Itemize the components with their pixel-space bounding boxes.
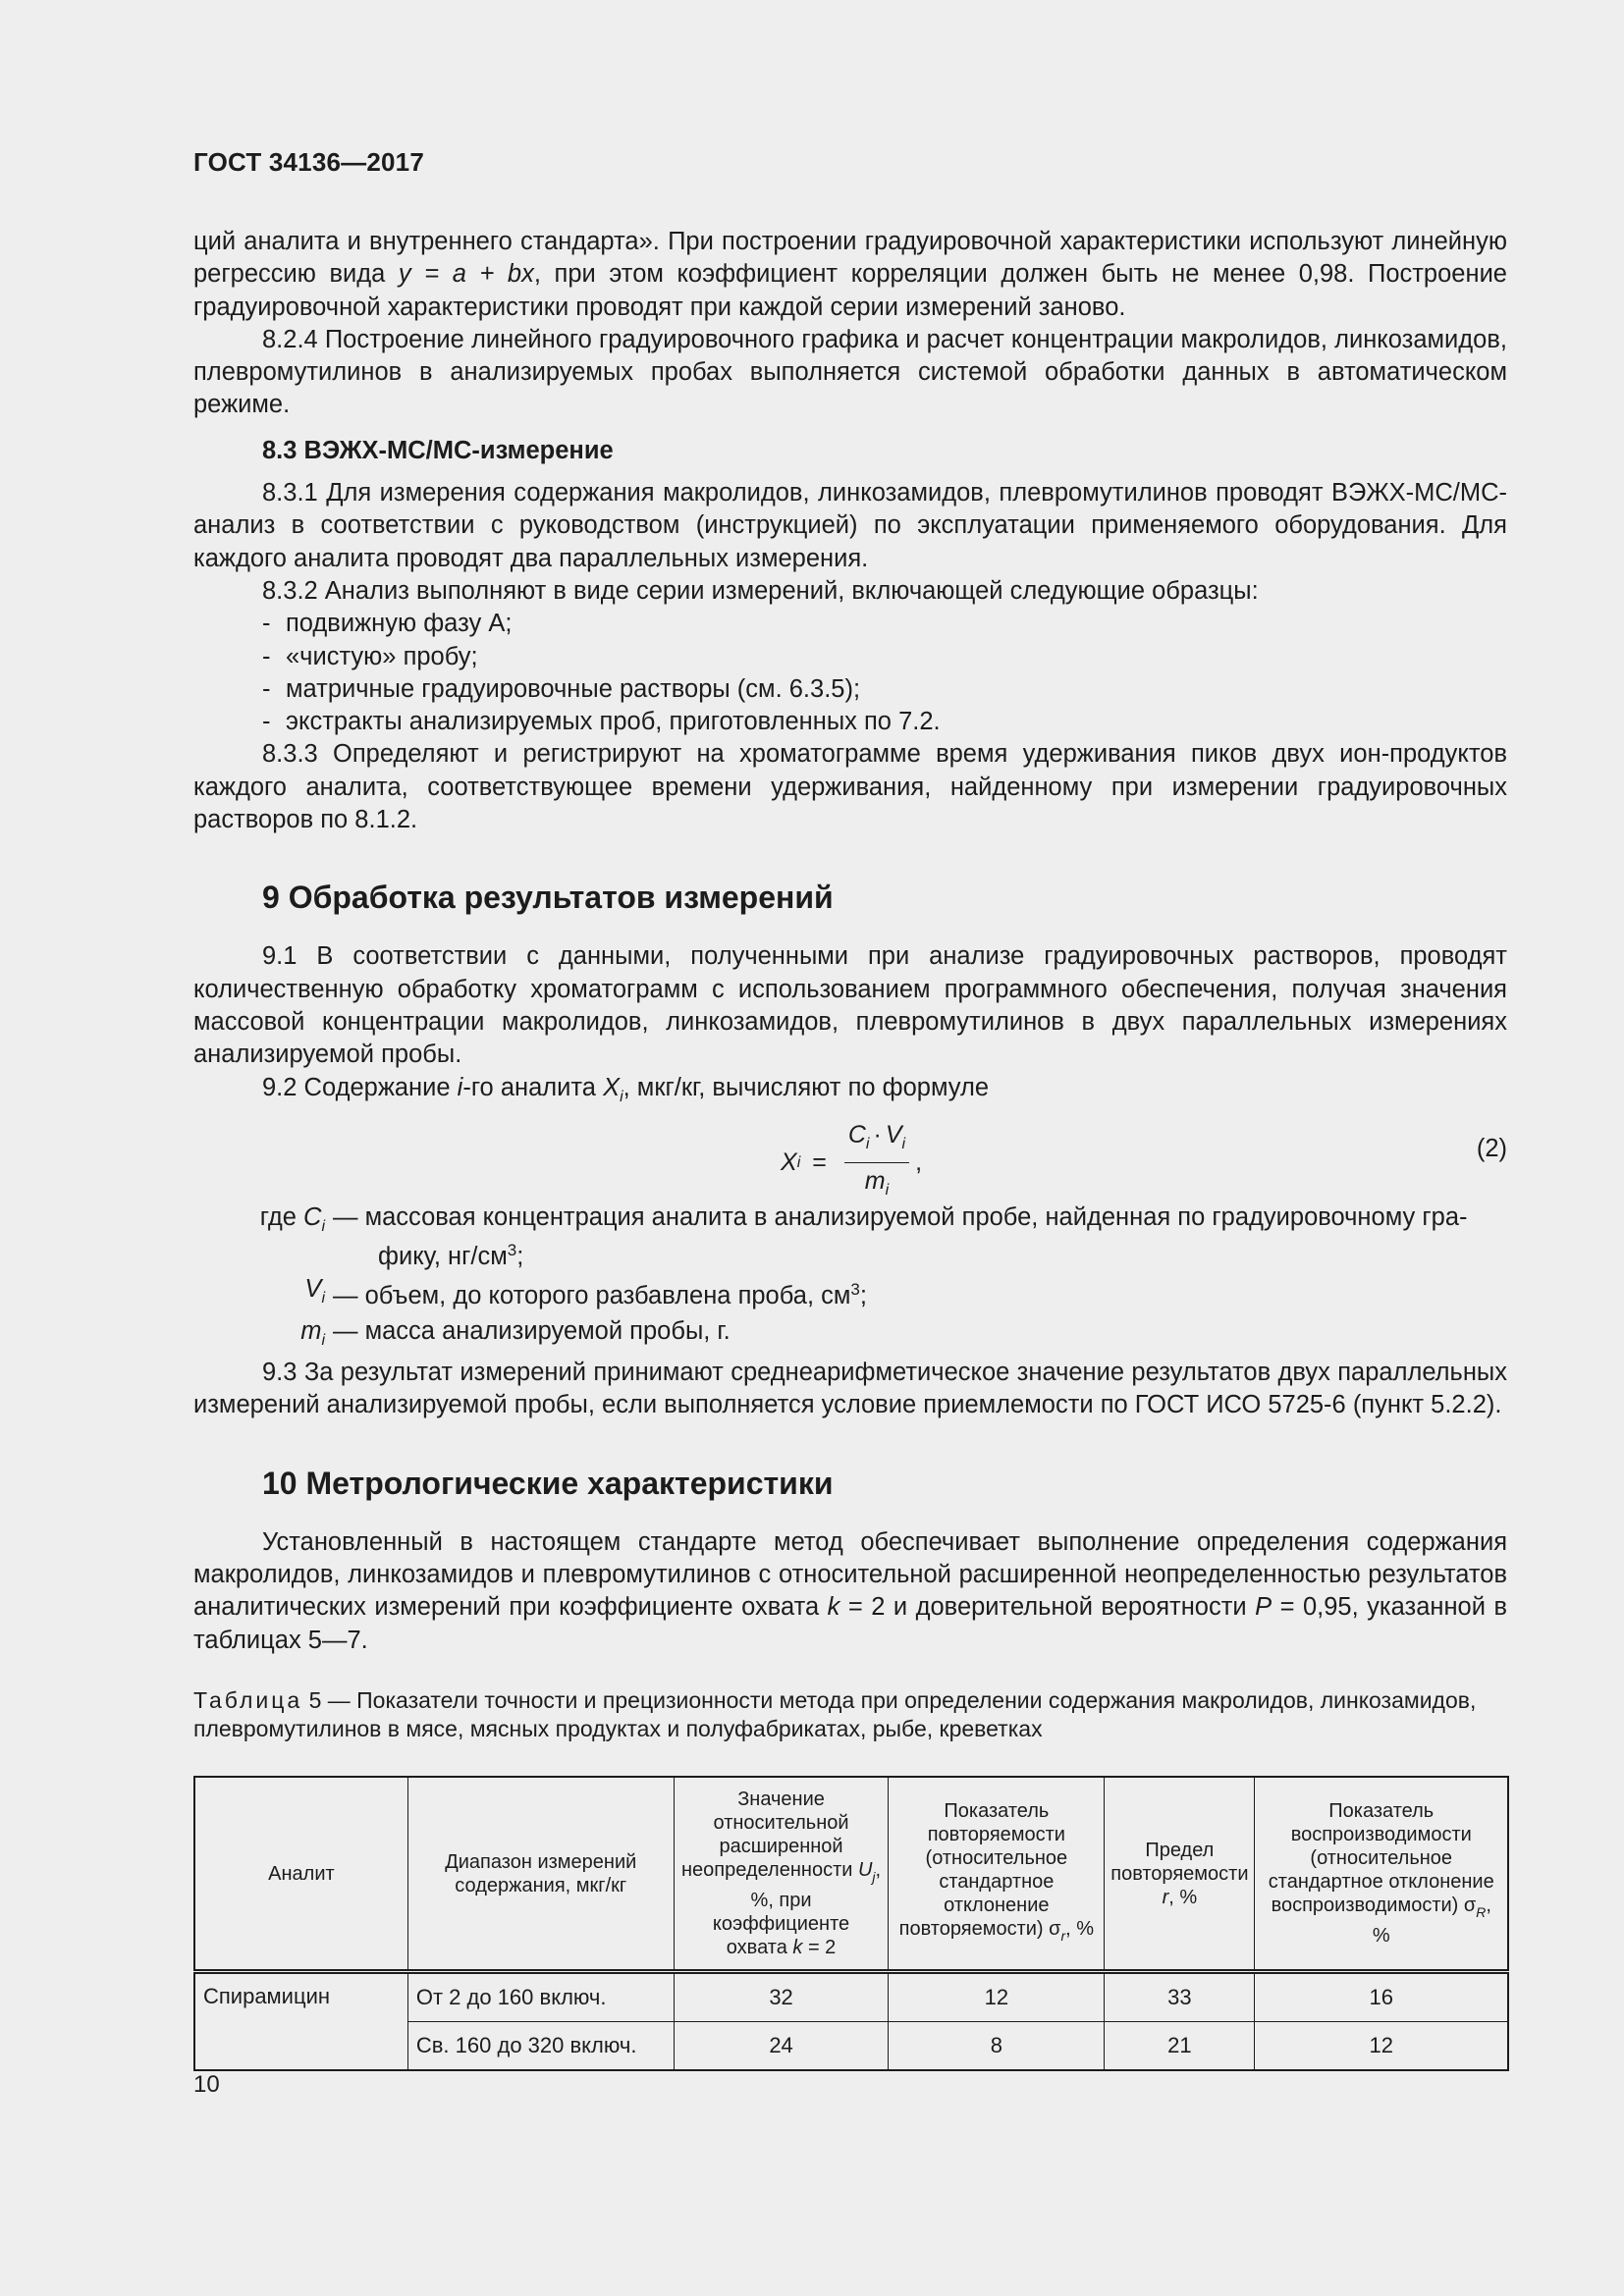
- paragraph-9-1: 9.1 В соответствии с данными, полученными при анализе градуировочных растворов, проводят количественную обработку хроматограмм с использованием программного обеспечения, получая значения массовой концентрации макролидов, линкозамидов, плевромутилинов в двух параллельных измерениях анализируемой пробы.: [193, 942, 1507, 1069]
- cell-reproducibility: 12: [1255, 2022, 1508, 2071]
- where-description: [333, 1201, 1507, 1274]
- subscript: j: [872, 1869, 876, 1885]
- text-run: объем, до которого разбавлена проба, см: [364, 1282, 851, 1310]
- list-item: [193, 641, 1507, 673]
- text-run: Предел повторяемости: [1110, 1839, 1249, 1885]
- formula-expression: [781, 1119, 922, 1207]
- cell-uncertainty: 32: [674, 1972, 889, 2022]
- list-item-text: «чистую» пробу;: [286, 642, 478, 670]
- text-run: , %, при коэффициенте охвата: [712, 1859, 882, 1958]
- text-run: массовая концентрация аналита в анализируемой пробе, найденная по градуировочному гра-: [364, 1202, 1468, 1231]
- formula-2: [193, 1115, 1507, 1200]
- fraction-numerator: [844, 1119, 909, 1163]
- list-dash: -: [262, 674, 271, 703]
- paragraph-9-3: 9.3 За результат измерений принимают среднеарифметическое значение результатов двух параллельных измерений анализируемой пробы, если выполняется условие приемлемости по ГОСТ ИСО 5725-6 (пункт 5.2.2).: [193, 1359, 1507, 1419]
- where-line-v: [193, 1273, 1507, 1314]
- where-description: [333, 1273, 1507, 1314]
- list-item-text: матричные градуировочные растворы (см. 6.3.5);: [286, 674, 861, 703]
- subscript: i: [321, 1331, 325, 1349]
- cell-repeatability-limit: 33: [1105, 1972, 1255, 2022]
- subscript: r: [1060, 1928, 1066, 1944]
- cell-analyte: Спирамицин: [194, 1972, 407, 2071]
- table-row: [194, 1972, 1508, 2022]
- text-run: U: [857, 1859, 873, 1881]
- where-symbol: [193, 1315, 333, 1357]
- sigma-symbol: σ: [1049, 1918, 1061, 1940]
- regression-equation: y = a + bx: [398, 260, 534, 289]
- numerator-c: C: [847, 1120, 866, 1148]
- text-run: Значение относительной расширенной неопределенности: [681, 1789, 858, 1881]
- list-dash: -: [262, 610, 271, 638]
- symbol: m: [300, 1316, 322, 1345]
- list-item-text: экстракты анализируемых проб, приготовленных по 7.2.: [286, 708, 941, 736]
- text-run: ций аналита и внутреннего стандарта». При построении градуировочной характеристики используют линейную регрессию вида: [193, 228, 1507, 289]
- where-description: [333, 1315, 1507, 1357]
- wrap-line: [333, 1243, 523, 1270]
- subscript: R: [1476, 1904, 1487, 1920]
- fraction-denominator: [865, 1163, 889, 1206]
- where-line-m: [193, 1315, 1507, 1357]
- cell-reproducibility: 16: [1255, 1972, 1508, 2022]
- subscript: i: [321, 1290, 325, 1308]
- text-run: X: [603, 1073, 621, 1101]
- subscript: i: [796, 1153, 801, 1171]
- subscript: i: [865, 1135, 870, 1152]
- section-heading-9: 9 Обработка результатов измерений: [262, 880, 834, 916]
- equals-sign: =: [812, 1148, 827, 1176]
- caption-number: 5: [302, 1686, 322, 1713]
- text-run: Показатель воспроизводимости (относительное стандартное отклонение воспроизводимости): [1268, 1800, 1494, 1916]
- sigma-symbol: σ: [1463, 1895, 1477, 1916]
- where-line-c: [193, 1201, 1507, 1274]
- header-repeatability-limit: [1105, 1777, 1255, 1972]
- caption-label: Таблица: [193, 1686, 303, 1713]
- numerator-v: V: [885, 1120, 902, 1148]
- symbol: C: [303, 1202, 322, 1231]
- text-run: , %: [1065, 1918, 1095, 1940]
- subscript: i: [321, 1217, 325, 1235]
- cell-repeatability: 12: [889, 1972, 1105, 2022]
- text-run: Показатель повторяемости (относительное стандартное отклонение повторяемости): [898, 1800, 1068, 1940]
- where-prefix: где: [259, 1202, 304, 1231]
- subscript: i: [885, 1182, 890, 1200]
- superscript: 3: [507, 1241, 517, 1260]
- header-analyte: Аналит: [194, 1777, 407, 1972]
- dash: —: [333, 1202, 365, 1231]
- fraction: [844, 1119, 909, 1207]
- cell-range: От 2 до 160 включ.: [407, 1972, 674, 2022]
- list-item: [193, 608, 1507, 640]
- text-run: k: [827, 1593, 840, 1622]
- caption-text: — Показатели точности и прецизионности метода при определении содержания макролидов, линкозамидов, плевромутилинов в мясе, мясных продуктах и полуфабрикатах, рыбе, креветках: [193, 1686, 1477, 1741]
- text-run: = 0,95, указанной в таблицах 5—7.: [193, 1593, 1508, 1654]
- dash: —: [333, 1316, 365, 1345]
- text-run: Установленный в настоящем стандарте метод обеспечивает выполнение определения содержания макролидов, линкозамидов и плевромутилинов с относительной расширенной неопределенностью результатов аналитических измерений при коэффициенте охвата: [193, 1527, 1507, 1622]
- text-run: 9.2 Содержание: [262, 1073, 458, 1101]
- text-run: P: [1255, 1593, 1272, 1622]
- equation-number: (2): [1476, 1134, 1507, 1162]
- text-run: фику, нг/см: [378, 1243, 508, 1271]
- subscript: i: [620, 1088, 623, 1105]
- paragraph-10: [193, 1526, 1507, 1657]
- paragraph-8-3-3: 8.3.3 Определяют и регистрируют на хроматограмме время удерживания пиков двух ион-продуктов каждого аналита, соответствующее времени удерживания, найденному при измерении градуировочных растворов по 8.1.2.: [193, 740, 1507, 834]
- list-item: [193, 673, 1507, 706]
- paragraph-regression: [193, 226, 1507, 324]
- text-run: = 2 и доверительной вероятности: [839, 1593, 1256, 1622]
- subscript: i: [901, 1135, 906, 1152]
- text-run: ;: [859, 1282, 867, 1310]
- header-uncertainty: [674, 1777, 889, 1972]
- text-run: r: [1162, 1886, 1169, 1908]
- list-item-text: подвижную фазу А;: [286, 610, 513, 638]
- text-run: ;: [516, 1243, 524, 1271]
- text-run: , %: [1372, 1895, 1491, 1947]
- cell-repeatability: 8: [889, 2022, 1105, 2071]
- paragraph-9-2: [193, 1072, 1507, 1113]
- header-repeatability: [889, 1777, 1105, 1972]
- cell-uncertainty: 24: [674, 2022, 889, 2071]
- table-5: [193, 1776, 1509, 2071]
- header-reproducibility: [1255, 1777, 1508, 1972]
- document-code-header: ГОСТ 34136—2017: [193, 147, 424, 177]
- where-symbol: [193, 1273, 333, 1314]
- list-dash: -: [262, 708, 271, 736]
- symbol: V: [304, 1275, 322, 1304]
- paragraph-8-3-1: 8.3.1 Для измерения содержания макролидов, линкозамидов, плевромутилинов проводят ВЭЖХ-МС/МС-анализ в соответствии с руководством (инструкцией) по эксплуатации применяемого оборудования. Для каждого аналита проводят два параллельных измерения.: [193, 479, 1507, 572]
- where-symbol: [193, 1201, 333, 1274]
- formula-lhs: X: [781, 1148, 797, 1176]
- text-run: -го аналита: [462, 1073, 604, 1101]
- text-run: = 2: [802, 1937, 837, 1958]
- text-run: масса анализируемой пробы, г.: [364, 1316, 731, 1345]
- cell-range: Св. 160 до 320 включ.: [407, 2022, 674, 2071]
- multiply-dot: ·: [873, 1120, 882, 1148]
- list-item: [193, 706, 1507, 738]
- text-run: , при этом коэффициент корреляции должен быть не менее 0,98. Построение градуировочной характеристики проводят при каждой серии измерений заново.: [193, 260, 1507, 321]
- text-run: k: [792, 1937, 803, 1958]
- document-body: [193, 226, 1507, 1743]
- page-number: 10: [193, 2071, 220, 2098]
- subsection-heading-8-3: 8.3 ВЭЖХ-МС/МС-измерение: [262, 436, 614, 464]
- denominator-m: m: [864, 1167, 886, 1196]
- paragraph-8-2-4: 8.2.4 Построение линейного градуировочного графика и расчет концентрации макролидов, линкозамидов, плевромутилинов в анализируемых пробах выполняется системой обработки данных в автоматическом режиме.: [193, 325, 1507, 419]
- table-header-row: [194, 1777, 1508, 1972]
- paragraph-8-3-2: 8.3.2 Анализ выполняют в виде серии измерений, включающей следующие образцы:: [262, 576, 1259, 605]
- cell-repeatability-limit: 21: [1105, 2022, 1255, 2071]
- text-run: , %: [1168, 1886, 1198, 1908]
- list-dash: -: [262, 642, 271, 670]
- superscript: 3: [850, 1280, 860, 1300]
- text-run: i: [457, 1073, 463, 1101]
- header-range: Диапазон измерений содержания, мкг/кг: [407, 1777, 674, 1972]
- formula-comma: ,: [915, 1148, 923, 1176]
- table-caption: [193, 1686, 1507, 1743]
- section-heading-10: 10 Метрологические характеристики: [262, 1465, 834, 1501]
- dash: —: [333, 1282, 365, 1310]
- text-run: , мкг/кг, вычисляют по формуле: [623, 1073, 990, 1101]
